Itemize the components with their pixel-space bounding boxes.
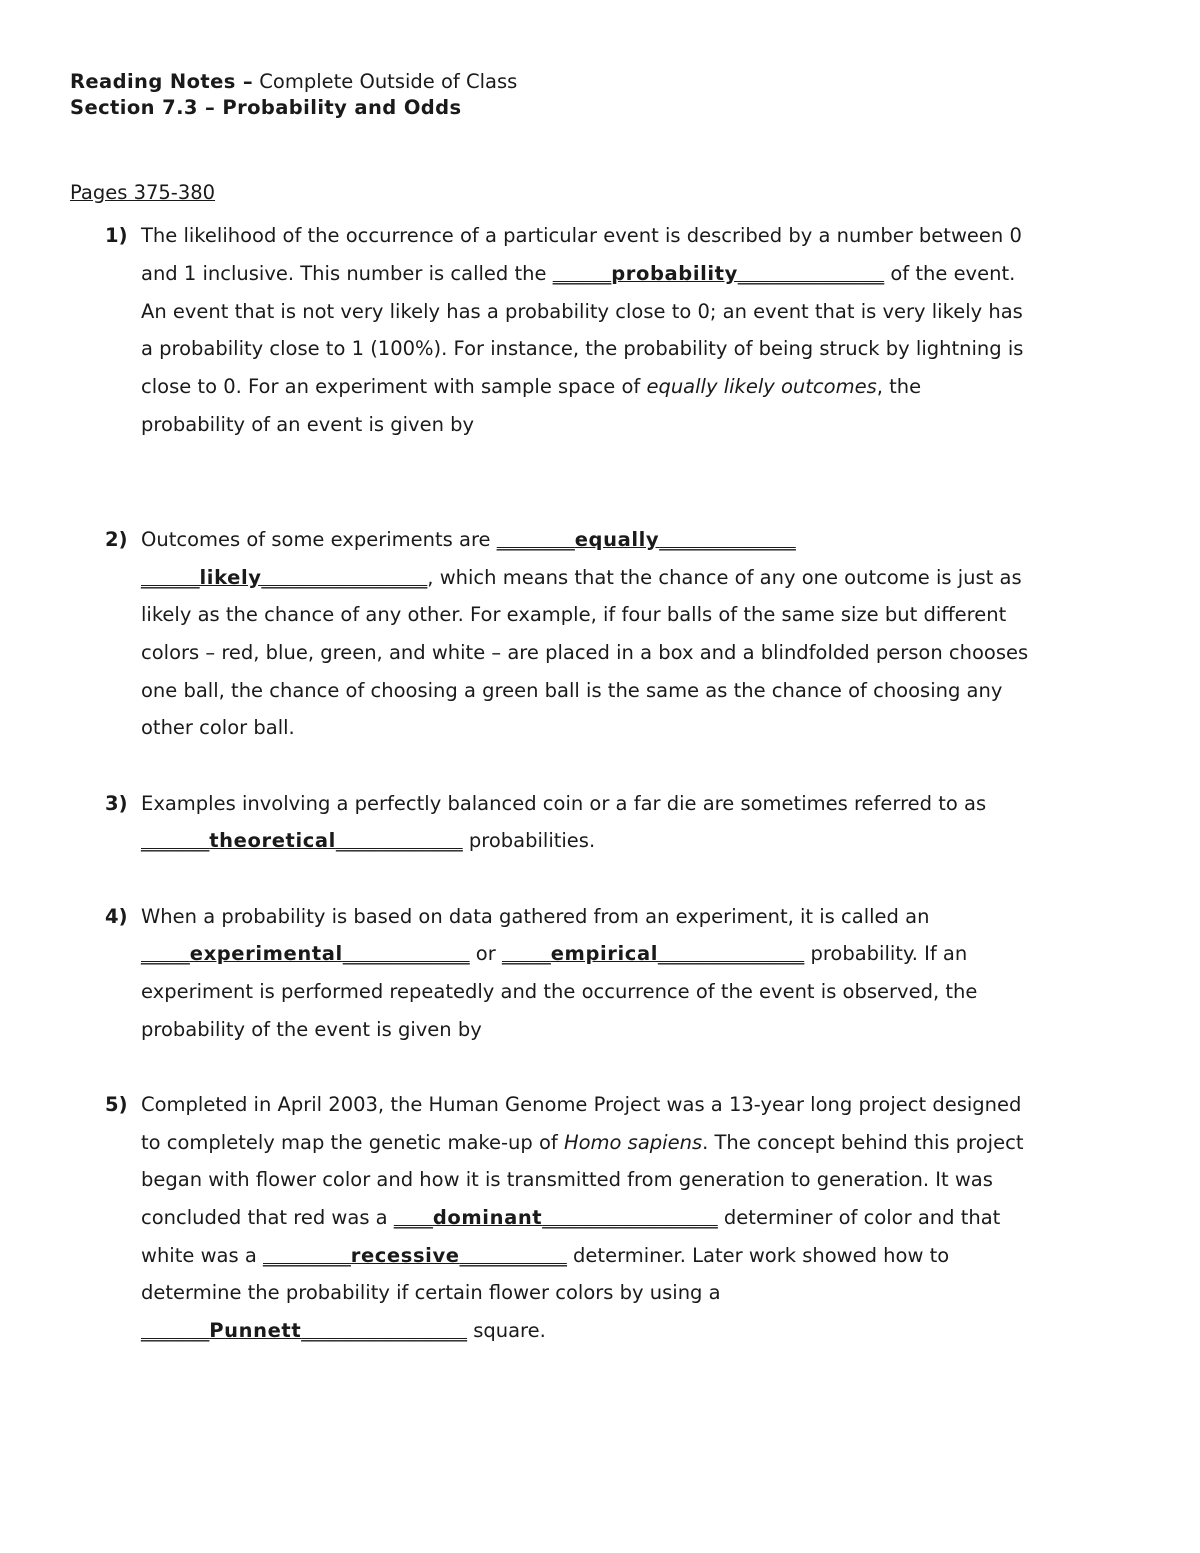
q5-text: determiner of color and that [717,1206,1001,1229]
q4-blank-lead: _____ [141,942,190,965]
q5-text: determiner. Later work showed how to [566,1244,950,1267]
q2-number: 2) [105,528,128,551]
q2-line-5: one ball, the chance of choosing a green ball is the same as the chance of choosing any [141,679,1003,702]
header-line-1 [70,70,517,93]
q4-line-4: probability of the event is given by [141,1018,482,1041]
q5-line-3: began with flower color and how it is transmitted from generation to generation. It was [141,1168,993,1191]
q4-blank-lead: _____ [501,942,551,965]
q5-line-1: Completed in April 2003, the Human Genome Project was a 13-year long project designed [141,1093,1022,1116]
q5-blank-trail: ___________ [459,1244,567,1267]
q2-text: Outcomes of some experiments are [141,528,497,551]
q1-answer: probability [611,262,738,285]
q3-number: 3) [105,792,128,815]
q5-line-5 [141,1244,949,1267]
q4-blank-trail: _______________ [658,942,805,965]
q4-blank-trail: _____________ [342,942,470,965]
header-title: Reading Notes – [70,70,254,93]
q3-line-2 [141,829,595,852]
q5-blank-lead: _________ [262,1244,351,1267]
q2-line-6: other color ball. [141,716,295,739]
q2-text: , which means that the chance of any one outcome is just as [427,566,1022,589]
q1-blank-lead: ______ [552,262,612,285]
q5-blank-lead: _______ [141,1319,210,1342]
q1-text: and 1 inclusive. This number is called the [141,262,553,285]
q4-line-1: When a probability is based on data gathered from an experiment, it is called an [141,905,930,928]
q2-line-3: likely as the chance of any other. For example, if four balls of the same size but different [141,603,1007,626]
q2-blank-lead: ______ [141,566,200,589]
q5-line-6: determine the probability if certain flower colors by using a [141,1281,721,1304]
q5-text: white was a [141,1244,263,1267]
q3-answer: theoretical [209,829,336,852]
q5-answer-3: Punnett [209,1319,302,1342]
q4-number: 4) [105,905,128,928]
section-title: Section 7.3 – Probability and Odds [70,96,462,119]
q2-blank-trail: _________________ [261,566,428,589]
q1-line-6: probability of an event is given by [141,413,475,436]
q2-blank-lead: ________ [496,528,575,551]
q5-blank-trail: _________________ [301,1319,468,1342]
q5-number: 5) [105,1093,128,1116]
q5-blank-trail: __________________ [542,1206,718,1229]
q5-italic-term: Homo sapiens [563,1131,703,1154]
q5-line-2 [141,1131,1023,1154]
header-subtitle: Complete Outside of Class [253,70,518,93]
q1-text: close to 0. For an experiment with sample space of [141,375,647,398]
q4-answer-2: empirical [550,942,658,965]
q3-text: probabilities. [462,829,596,852]
q2-answer-2: likely [199,566,262,589]
q2-blank-trail: ______________ [659,528,796,551]
q1-text: of the event. [884,262,1016,285]
q5-answer-2: recessive [350,1244,460,1267]
q1-line-1: The likelihood of the occurrence of a particular event is described by a number between 0 [141,224,1022,247]
q1-text: , the [876,375,922,398]
q4-text: or [469,942,502,965]
q5-text: square. [467,1319,546,1342]
q5-text: concluded that red was a [141,1206,394,1229]
q5-line-4 [141,1206,1000,1229]
q2-line-1 [141,528,796,551]
q2-answer-1: equally [574,528,660,551]
q1-number: 1) [105,224,128,247]
q1-blank-trail: _______________ [737,262,885,285]
q4-line-3: experiment is performed repeatedly and the occurrence of the event is observed, the [141,980,978,1003]
q3-blank-trail: _____________ [335,829,463,852]
q5-blank-lead: ____ [393,1206,433,1229]
q5-text: . The concept behind this project [702,1131,1024,1154]
q4-text: probability. If an [804,942,968,965]
pages-reference: Pages 375-380 [70,181,216,204]
q5-answer-1: dominant [432,1206,543,1229]
q3-line-1: Examples involving a perfectly balanced coin or a far die are sometimes referred to as [141,792,987,815]
q2-line-2 [141,566,1022,589]
q4-line-2 [141,942,967,965]
q2-line-4: colors – red, blue, green, and white – are placed in a box and a blindfolded person chooses [141,641,1029,664]
q1-line-3: An event that is not very likely has a probability close to 0; an event that is very likely has [141,300,1023,323]
q1-line-4: a probability close to 1 (100%). For instance, the probability of being struck by lightning is [141,337,1024,360]
header-line-2 [70,96,462,119]
q1-italic-term: equally likely outcomes [646,375,877,398]
q4-answer-1: experimental [189,942,343,965]
q3-blank-lead: _______ [141,829,210,852]
q1-line-5 [141,375,921,398]
q5-line-7 [141,1319,546,1342]
q1-line-2 [141,262,1015,285]
q5-text: to completely map the genetic make-up of [141,1131,564,1154]
